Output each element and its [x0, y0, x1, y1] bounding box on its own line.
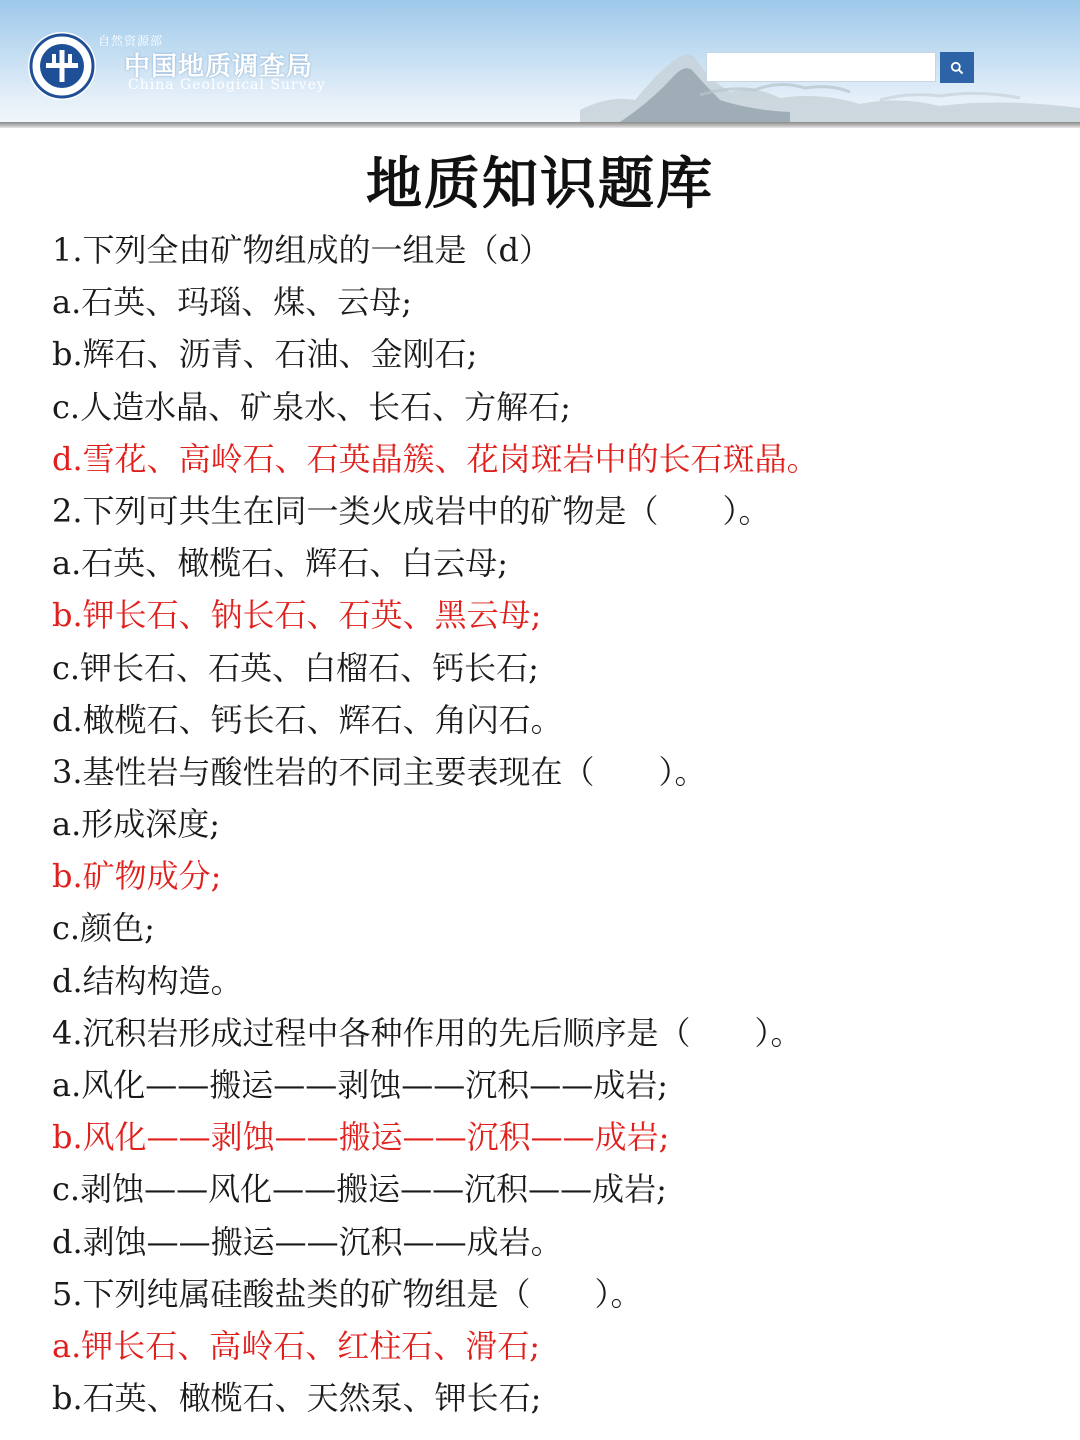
org-name-en: China Geological Survey — [128, 77, 326, 93]
answer-option-correct: d.雪花、高岭石、石英晶簇、花岗斑岩中的长石斑晶。 — [52, 439, 819, 478]
answer-option: d.橄榄石、钙长石、辉石、角闪石。 — [52, 700, 563, 739]
page-title: 地质知识题库 — [366, 151, 714, 217]
cgs-emblem-icon[interactable] — [26, 30, 98, 102]
answer-option: c.剥蚀——风化——搬运——沉积——成岩; — [52, 1170, 667, 1209]
header-divider — [0, 122, 1080, 128]
answer-option-correct: b.钾长石、钠长石、石英、黑云母; — [52, 596, 542, 635]
answer-option: c.人造水晶、矿泉水、长石、方解石; — [52, 387, 571, 426]
question-text: 2.下列可共生在同一类火成岩中的矿物是（ ）。 — [52, 491, 771, 530]
question-text: 1.下列全由矿物组成的一组是（d） — [52, 231, 552, 269]
search-input[interactable] — [706, 52, 936, 82]
answer-option: c.颜色; — [52, 909, 155, 948]
site-header-banner — [0, 0, 1080, 122]
answer-option: b.石英、橄榄石、天然泵、钾长石; — [52, 1379, 542, 1418]
answer-option: a.石英、玛瑙、煤、云母; — [52, 283, 413, 322]
answer-option: d.剥蚀——搬运——沉积——成岩。 — [52, 1222, 563, 1261]
answer-option: a.风化——搬运——剥蚀——沉积——成岩; — [52, 1066, 669, 1104]
answer-option: a.石英、橄榄石、辉石、白云母; — [52, 544, 509, 583]
org-name-cn[interactable]: 中国地质调查局 — [124, 52, 314, 82]
answer-option-correct: a.钾长石、高岭石、红柱石、滑石; — [52, 1326, 541, 1365]
ministry-label: 自然资源部 — [98, 34, 164, 48]
answer-option-correct: b.矿物成分; — [52, 857, 222, 896]
answer-option: d.结构构造。 — [52, 961, 243, 1000]
answer-option-correct: b.风化——剥蚀——搬运——沉积——成岩; — [52, 1118, 670, 1157]
question-text: 4.沉积岩形成过程中各种作用的先后顺序是（ ）。 — [52, 1013, 803, 1052]
question-text: 5.下列纯属硅酸盐类的矿物组是（ ）。 — [52, 1274, 643, 1313]
question-list — [52, 224, 1062, 1424]
search-icon — [950, 61, 964, 75]
search-button[interactable] — [940, 52, 974, 83]
question-text: 3.基性岩与酸性岩的不同主要表现在（ ）。 — [52, 752, 707, 791]
answer-option: c.钾长石、石英、白榴石、钙长石; — [52, 648, 539, 687]
answer-option: b.辉石、沥青、石油、金刚石; — [52, 335, 478, 374]
answer-option: a.形成深度; — [52, 805, 221, 844]
